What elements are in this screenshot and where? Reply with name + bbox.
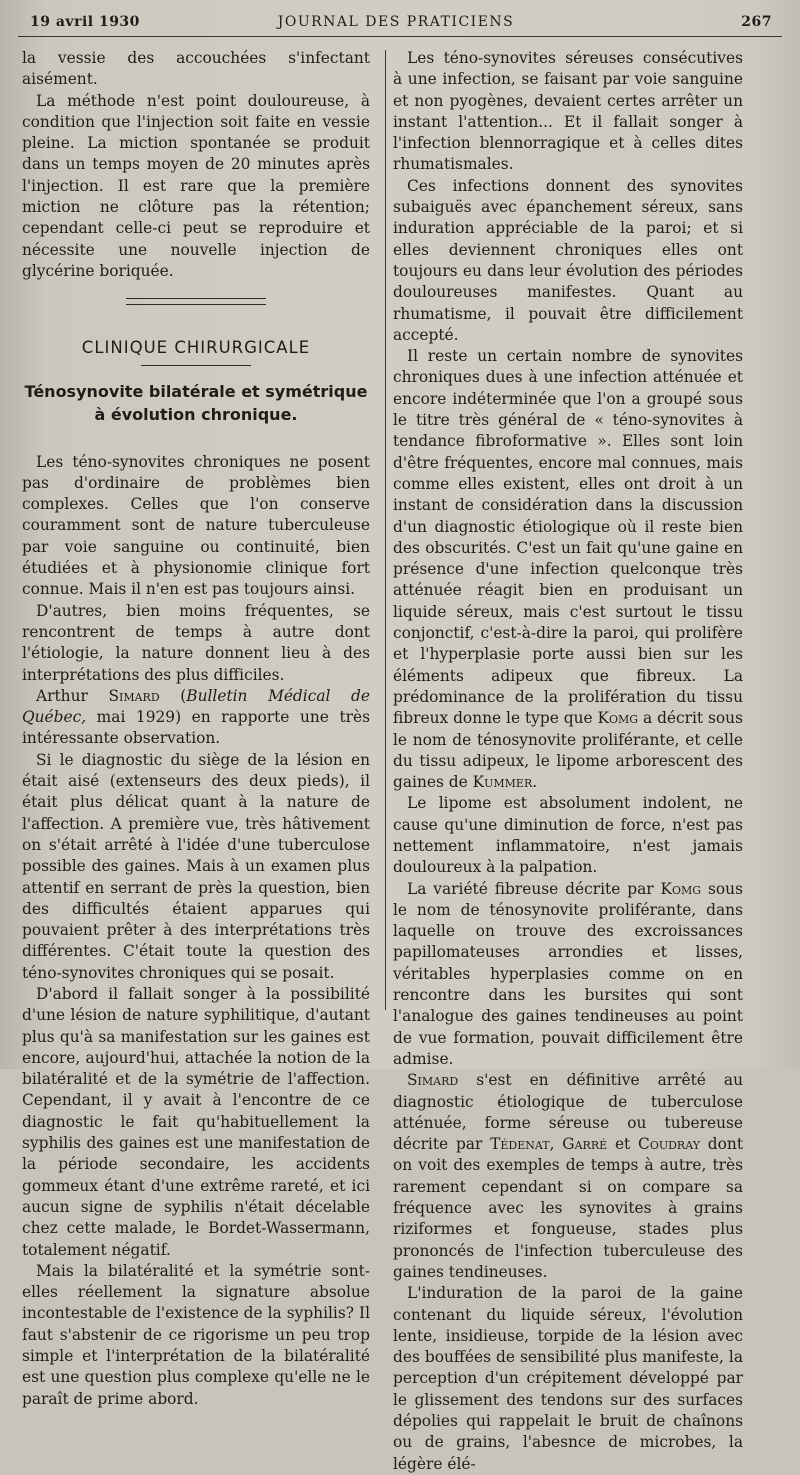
paragraph: Le lipome est absolument indolent, ne cause qu'une diminution de force, n'est pas nettement inflammatoire, n'est jamais douloureux à la palpation. [393, 794, 743, 877]
paragraph: D'autres, bien moins fréquentes, se rencontrent de temps à autre dont l'étiologie, la nature donnent lieu à des interprétations des plus difficiles. [22, 601, 370, 684]
left-column [22, 48, 370, 1410]
text-run: sous le nom de ténosynovite proliférante, dans laquelle on trouve des excroissances papillomateuses arrondies et lisses, véritables hyperplasies comme on en rencontre dans les bursites qui sont l'analogue des gaines tendineuses au point de vue formation, pouvait difficilement être admise. [393, 879, 743, 1068]
text-run: ( [159, 686, 187, 705]
text-run: Il reste un certain nombre de synovites chroniques dues à une infection atténuée et encore indéterminée que l'on a groupé sous le titre très général de « téno-synovites à tendance fibroformative ». Elles sont loin d'être fréquentes, encore mal connues, mais comme elles existent, elles ont droit à un instant de considération dans la discussion d'un diagnostic étiologique où il reste bien des obscurités. C'est un fait qu'une gaine en présence d'une infection quelconque très atténuée réagit bien en produisant un liquide séreux, mais c'est surtout le tissu conjonctif, c'est-à-dire la paroi, qui prolifère et l'hyperplasie porte aussi bien sur les éléments adipeux que fibreux. La prédominance de la prolifération du tissu fibreux donne le type que [393, 347, 743, 728]
text-run: et [607, 1135, 639, 1154]
text-run: dont on voit des exemples de temps à autre, très rarement cependant si on compare sa fréquence avec les synovites à grains riziformes et fongueuse, stades plus prononcés de l'infection tuberculeuse des gaines tendineuses. [393, 1135, 744, 1281]
header-date: 19 avril 1930 [30, 14, 140, 30]
author-name: Komg [660, 879, 702, 898]
paragraph [393, 1070, 743, 1283]
author-name: Simard [108, 686, 160, 705]
cited-journal: Bulletin Médical de Québec, [22, 686, 370, 727]
article-title-line-2: à évolution chronique. [94, 404, 298, 424]
text-run: La variété fibreuse décrite par [407, 879, 661, 898]
section-title: CLINIQUE CHIRURGICALE [81, 338, 311, 358]
author-name: Garré [562, 1135, 608, 1154]
section-title-rule [141, 365, 251, 366]
text-run: Arthur [36, 686, 109, 705]
column-divider [385, 50, 386, 1010]
text-run: s'est en définitive arrêté au diagnostic étiologique de tuberculose atténuée, forme séreuse ou tubereuse décrite par [393, 1071, 743, 1154]
paragraph [393, 879, 743, 1071]
text-run: mai 1929) en rapporte une très intéressante observation. [22, 708, 370, 748]
header-page-number: 267 [741, 14, 772, 30]
author-name: Coudray [638, 1135, 700, 1154]
right-column [393, 48, 743, 1475]
paragraph: Mais la bilatéralité et la symétrie sont-elles réellement la signature absolue incontestable de l'existence de la syphilis? Il faut s'abstenir de ce rigorisme un peu trop simple et l'interprétation de la bilatéralité est une question plus complexe qu'elle ne le paraît de prime abord. [22, 1261, 370, 1408]
paragraph: Les téno-synovites séreuses consécutives à une infection, se faisant par voie sanguine et non pyogènes, devaient certes arrêter un instant l'attention... Et il fallait songer à l'infection blennorragique et à celles dites rhumatismales. [393, 49, 743, 174]
paragraph: D'abord il fallait songer à la possibilité d'une lésion de nature syphilitique, d'autant plus qu'à sa manifestation sur les gaines est encore, aujourd'hui, attachée la notion de la bilatéralité et de la symétrie de l'affection. Cependant, il y avait à l'encontre de ce diagnostic le fait qu'habituellement la syphilis des gaines est une manifestation de la période secondaire, les accidents gommeux étant d'une extrême rareté, et ici aucun signe de syphilis n'était décelable chez cette malade, le Bordet-Wassermann, totalement négatif. [22, 984, 370, 1259]
text-run: , [549, 1135, 563, 1154]
author-name: Simard [407, 1071, 459, 1090]
text-run: . [532, 773, 538, 792]
article-title [22, 380, 370, 426]
header-rule [18, 36, 782, 37]
paragraph [22, 686, 370, 750]
header-journal-title: JOURNAL DES PRATICIENS [277, 14, 515, 30]
paragraph: la vessie des accouchées s'infectant aisément. [22, 49, 370, 89]
running-header [20, 12, 772, 32]
paragraph [393, 346, 743, 793]
paragraph: L'induration de la paroi de la gaine contenant du liquide séreux, l'évolution lente, insidieuse, torpide de la lésion avec des bouffées de sensibilité plus manifeste, la perception d'un crépitement développé par le glissement des tendons sur des surfaces dépolies qui rappelait le bruit de chaînons ou de grains, l'abesnce de microbes, la légère élé- [393, 1284, 743, 1473]
paragraph: Ces infections donnent des synovites subaiguës avec épanchement séreux, sans induration appréciable de la paroi; et si elles deviennent chroniques elles ont toujours eu dans leur évolution des périodes douloureuses manifestes. Quant au rhumatisme, il pouvait être difficilement accepté. [393, 176, 743, 344]
author-name: Komg [597, 709, 639, 728]
paragraph: La méthode n'est point douloureuse, à condition que l'injection soit faite en vessie pleine. La miction spontanée se produit dans un temps moyen de 20 minutes après l'injection. Il est rare que la première miction ne clôture pas la rétention; cependant celle-ci peut se reproduire et nécessite une nouvelle injection de glycérine boriquée. [22, 91, 370, 280]
paragraph: Les téno-synovites chroniques ne posent pas d'ordinaire de problèmes bien complexes. Celles que l'on conserve couramment sont de nature tuberculeuse par voie sanguine ou continuité, bien étudiées et à physionomie clinique fort connue. Mais il n'en est pas toujours ainsi. [22, 452, 370, 599]
section-separator [126, 298, 266, 305]
article-title-line-1: Ténosynovite bilatérale et symétrique [24, 381, 368, 401]
text-run: a décrit sous le nom de ténosynovite proliférante, et celle du tissu adipeux, le lipome arborescent des gaines de [393, 709, 743, 792]
author-name: Kummer [472, 773, 533, 792]
author-name: Tédenat [490, 1135, 550, 1154]
paragraph: Si le diagnostic du siège de la lésion en était aisé (extenseurs des deux pieds), il était plus délicat quant à la nature de l'affection. A première vue, très hâtivement on s'était arrêté à l'idée d'une tuberculose possible des gaines. Mais à un examen plus attentif en serrant de près la question, bien des difficultés étaient apparues qui pouvaient prêter à des interprétations très différentes. C'était toute la question des téno-synovites chroniques qui se posait. [22, 750, 370, 982]
